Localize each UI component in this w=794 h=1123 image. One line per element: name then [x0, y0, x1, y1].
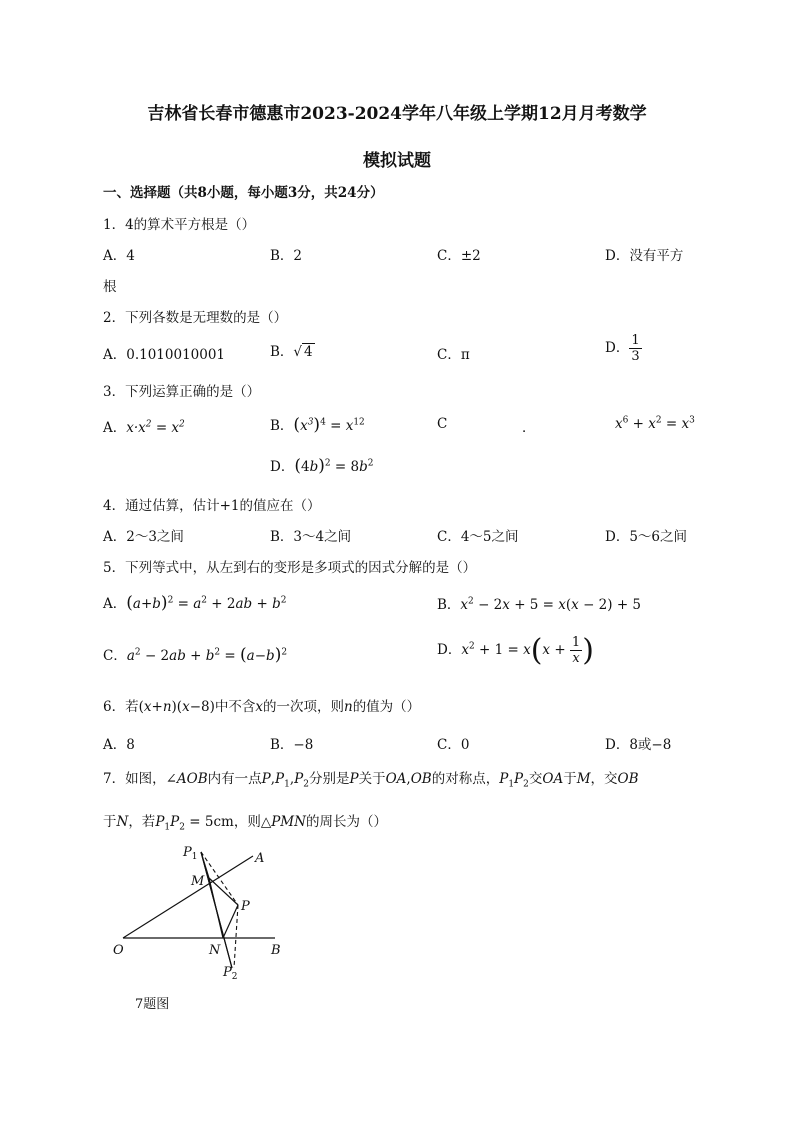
- question-5-option-d: [437, 633, 594, 668]
- segment-m-n: [209, 878, 223, 938]
- points-p-p1-p2: $P,P_1,P_2$: [261, 771, 309, 790]
- question-2-option-b: [270, 340, 315, 360]
- formula-6: (x+n)(x−8): [138, 699, 215, 715]
- question-5-option-c: [103, 644, 287, 665]
- label-p2: $P_2$: [223, 965, 238, 982]
- question-6-option-d: D．8或−8: [605, 737, 672, 753]
- q7-line2-mid: ，若: [128, 814, 156, 830]
- q7-text-mid4: 的对称点，: [431, 771, 500, 787]
- label-a: A: [255, 851, 265, 866]
- question-4-stem-post: +1的值应在（）: [219, 498, 321, 514]
- q7-line2-mid2: ，则△: [233, 814, 272, 830]
- q7-text-mid3: 关于: [358, 771, 386, 787]
- q7-line2-pre: 于: [103, 814, 117, 830]
- question-2-stem: 2．下列各数是无理数的是（）: [103, 310, 288, 326]
- line-ob: OB: [617, 771, 639, 787]
- lines-oa-ob: OA,OB: [385, 771, 432, 787]
- question-4-option-a: A．2～3之间: [103, 529, 184, 545]
- question-3-option-d: [270, 455, 373, 476]
- ray-oa: [123, 856, 253, 938]
- q7-text-mid2: 分别是: [309, 771, 350, 787]
- dashed-p1-p: [201, 852, 238, 905]
- question-4-option-c: C．4～5之间: [437, 529, 519, 545]
- question-5-option-c-label: C．: [103, 648, 127, 664]
- triangle-pmn: PMN: [271, 814, 306, 830]
- segment-p1p2: $P_1P_2$: [499, 771, 529, 790]
- question-5-option-a-label: A．: [103, 596, 127, 612]
- paper-title-line1: 吉林省长春市德惠市2023-2024学年八年级上学期12月月考数学: [147, 104, 647, 124]
- q7-text-pre: 7．如图，: [103, 771, 166, 787]
- question-5-option-d-label: D．: [437, 642, 462, 658]
- question-6-stem: [103, 695, 420, 715]
- question-6-option-c: C．0: [437, 737, 470, 753]
- line-oa: OA: [542, 771, 564, 787]
- question-4-stem-pre: 4．通过估算，估计: [103, 498, 220, 514]
- formula-d: $(4b)^2 = 8b^2$: [294, 456, 374, 476]
- question-3-option-b: [270, 414, 365, 435]
- question-3-option-c-dot: ．: [522, 420, 536, 436]
- question-6-stem-mid: 中不含: [214, 699, 256, 715]
- q7-text-mid6: 于: [563, 771, 577, 787]
- label-b: B: [271, 943, 281, 958]
- question-6-option-a: A．8: [103, 737, 135, 753]
- formula-5c: $a^2 - 2ab + b^2 = (a-b)^2$: [126, 645, 288, 665]
- dashed-p-p2: [234, 905, 238, 968]
- formula-5a: $(a+b)^2 = a^2 + 2ab + b^2$: [126, 593, 287, 613]
- point-p: P: [349, 771, 359, 787]
- question-6-stem-mid2: 的一次项，则: [262, 699, 344, 715]
- sqrt-symbol: √: [293, 344, 303, 360]
- question-3-option-c-label: C: [437, 416, 448, 432]
- q7-text-mid: 内有一点: [207, 771, 262, 787]
- question-1-option-a: A．4: [103, 248, 135, 264]
- question-1-option-c: C．±2: [437, 248, 481, 264]
- fraction-denominator: 3: [631, 349, 640, 364]
- question-4-option-d: D．5～6之间: [605, 529, 688, 545]
- question-3-stem: 3．下列运算正确的是（）: [103, 384, 261, 400]
- formula-b: $(x^3)^4 = x^{12}$: [293, 415, 365, 435]
- question-3-option-b-label: B．: [270, 418, 294, 434]
- question-1-stem: 1．4的算术平方根是（）: [103, 217, 256, 233]
- question-6-stem-post: 的值为（）: [352, 699, 421, 715]
- label-m: M: [191, 874, 205, 889]
- question-2-option-d: [605, 333, 642, 364]
- question-4-option-b: B．3～4之间: [270, 529, 352, 545]
- question-7-line2: [103, 810, 387, 833]
- point-n: N: [116, 814, 129, 830]
- label-p1: $P_1$: [183, 845, 198, 862]
- question-6-stem-pre: 6．若: [103, 699, 139, 715]
- question-3-option-c: [615, 416, 695, 432]
- question-7-line1: [103, 767, 639, 790]
- fraction-numerator: 1: [631, 333, 640, 348]
- var-x: x: [255, 699, 263, 715]
- label-o: O: [113, 943, 124, 958]
- var-n: n: [343, 699, 353, 715]
- q7-text-post: ，交: [590, 771, 618, 787]
- question-2-option-b-radicand: 4: [304, 344, 313, 360]
- question-5-stem: 5．下列等式中，从左到右的变形是多项式的因式分解的是（）: [103, 560, 477, 576]
- angle-aob: ∠AOB: [165, 771, 208, 787]
- question-2-option-c: C．π: [437, 347, 470, 363]
- formula-5b: $x^2 - 2x + 5 = x(x - 2) + 5$: [460, 596, 642, 613]
- q7-text-mid5: 交: [528, 771, 543, 787]
- question-2-option-d-label: D．: [605, 340, 630, 356]
- segment-m-p: [209, 878, 238, 905]
- fraction-one-third: [629, 333, 641, 364]
- question-3-option-a-label: A．: [103, 420, 127, 436]
- figure-caption: 7题图: [135, 997, 170, 1012]
- point-m: M: [576, 771, 591, 787]
- question-5-option-a: [103, 592, 286, 613]
- question-1-option-d-cont: 根: [103, 279, 117, 295]
- paper-title-line2: 模拟试题: [363, 151, 431, 171]
- formula-a: $x\cdot x^2 = x^2$: [126, 419, 185, 436]
- question-2-option-a: A．0.1010010001: [103, 347, 226, 363]
- question-5-option-b-label: B．: [437, 597, 461, 613]
- formula-5d: $x^2 + 1 = x(x$ + $\frac{1}{x}$ ): [461, 633, 594, 668]
- question-1-option-b: B．2: [270, 248, 303, 264]
- question-3-option-a: [103, 416, 185, 436]
- q7-line2-post: 的周长为（）: [305, 814, 387, 830]
- question-6-option-b: B．−8: [270, 737, 314, 753]
- question-7-figure: [105, 838, 295, 988]
- label-n: N: [209, 943, 221, 958]
- question-2-option-b-label: B．: [270, 344, 294, 360]
- section-heading: 一、选择题（共8小题，每小题3分，共24分）: [103, 185, 384, 201]
- question-4-stem: [103, 494, 321, 514]
- question-1-option-d: D．没有平方: [605, 248, 684, 264]
- formula-c: $x^6 + x^2 = x^3$: [615, 415, 695, 432]
- question-3-option-d-label: D．: [270, 459, 295, 475]
- question-5-option-b: [437, 593, 641, 613]
- label-p: P: [241, 899, 250, 914]
- formula-p1p2-length: $P_1P_2 = 5cm$: [155, 814, 234, 833]
